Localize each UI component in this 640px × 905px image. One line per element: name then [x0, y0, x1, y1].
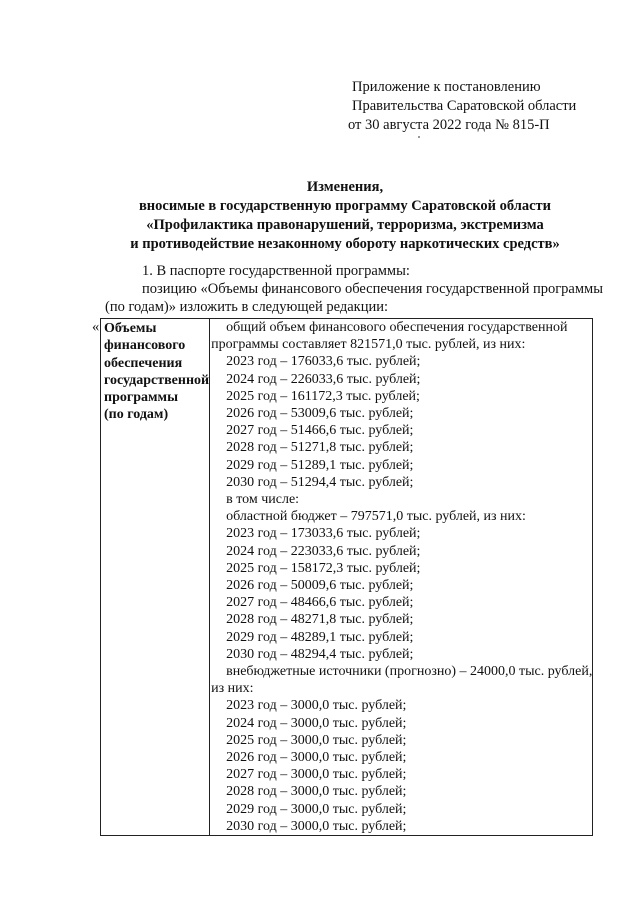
list-item: 2026 год – 53009,6 тыс. рублей; — [226, 406, 414, 422]
total-years-list — [210, 353, 592, 491]
list-item: 2030 год – 3000,0 тыс. рублей; — [226, 818, 407, 834]
label-line: программы — [104, 390, 178, 406]
extra-line-2: из них: — [211, 681, 254, 697]
extra-years-list — [210, 697, 592, 835]
list-item: 2030 год – 48294,4 тыс. рублей; — [226, 646, 414, 662]
instruction-line-1: позицию «Объемы финансового обеспечения государственной программы — [142, 281, 603, 297]
list-item: 2025 год – 161172,3 тыс. рублей; — [226, 388, 420, 404]
including-line: в том числе: — [226, 492, 300, 508]
total-line-1: общий объем финансового обеспечения государственной — [226, 320, 568, 335]
appendix-line-1: Приложение к постановлению — [352, 79, 541, 95]
label-text — [101, 319, 209, 424]
list-item: 2029 год – 51289,1 тыс. рублей; — [226, 457, 414, 473]
appendix-line-2: Правительства Саратовской области — [352, 98, 577, 114]
passport-table — [100, 318, 593, 836]
regional-line: областной бюджет – 797571,0 тыс. рублей, из них: — [226, 509, 526, 525]
regional-years-list — [210, 525, 592, 663]
label-line: (по годам) — [104, 407, 169, 423]
table-row — [101, 319, 593, 836]
list-item: 2027 год – 48466,6 тыс. рублей; — [226, 595, 414, 611]
value-cell — [210, 319, 593, 836]
list-item: 2028 год – 48271,8 тыс. рублей; — [226, 612, 414, 628]
list-item: 2025 год – 3000,0 тыс. рублей; — [226, 732, 407, 748]
list-item: 2026 год – 50009,6 тыс. рублей; — [226, 578, 414, 594]
list-item: 2026 год – 3000,0 тыс. рублей; — [226, 750, 407, 766]
list-item: 2024 год – 3000,0 тыс. рублей; — [226, 715, 407, 731]
title-line-1: Изменения, — [306, 179, 384, 195]
list-item: 2023 год – 176033,6 тыс. рублей; — [226, 354, 421, 370]
label-line: государственной — [104, 372, 210, 388]
list-item: 2029 год – 3000,0 тыс. рублей; — [226, 801, 407, 817]
list-item: 2028 год – 51271,8 тыс. рублей; — [226, 440, 414, 456]
label-line: обеспечения — [104, 355, 183, 371]
instruction-paragraph — [105, 280, 603, 316]
list-item: 2023 год – 173033,6 тыс. рублей; — [226, 526, 421, 542]
list-item: 2024 год – 223033,6 тыс. рублей; — [226, 543, 421, 559]
total-line-2: программы составляет 821571,0 тыс. рублей, из них: — [211, 337, 526, 353]
document-title — [100, 178, 590, 254]
instruction-line-2: (по годам)» изложить в следующей редакции: — [105, 299, 389, 315]
list-item: 2023 год – 3000,0 тыс. рублей; — [226, 698, 407, 714]
list-item: 2029 год – 48289,1 тыс. рублей; — [226, 629, 414, 645]
label-line: Объемы — [104, 321, 157, 336]
title-line-3: «Профилактика правонарушений, терроризма, экстремизма — [146, 217, 544, 233]
section-item: 1. В паспорте государственной программы: — [142, 263, 410, 279]
appendix-header — [348, 78, 576, 135]
list-item: 2024 год – 226033,6 тыс. рублей; — [226, 371, 421, 387]
opening-quote: « — [92, 319, 100, 335]
list-item: 2025 год – 158172,3 тыс. рублей; — [226, 560, 421, 576]
label-cell — [101, 319, 210, 836]
title-line-4: и противодействие незаконному обороту наркотических средств» — [130, 236, 560, 252]
scan-speck — [418, 136, 420, 138]
list-item: 2027 год – 3000,0 тыс. рублей; — [226, 767, 407, 783]
appendix-line-3: от 30 августа 2022 года № 815-П — [348, 117, 550, 133]
title-line-2: вносимые в государственную программу Саратовской области — [138, 198, 552, 214]
list-item: 2028 год – 3000,0 тыс. рублей; — [226, 784, 407, 800]
extra-line-1: внебюджетные источники (прогнозно) – 24000,0 тыс. рублей, — [226, 664, 593, 680]
list-item: 2030 год – 51294,4 тыс. рублей; — [226, 474, 414, 490]
label-line: финансового — [104, 338, 186, 354]
list-item: 2027 год – 51466,6 тыс. рублей; — [226, 423, 414, 439]
